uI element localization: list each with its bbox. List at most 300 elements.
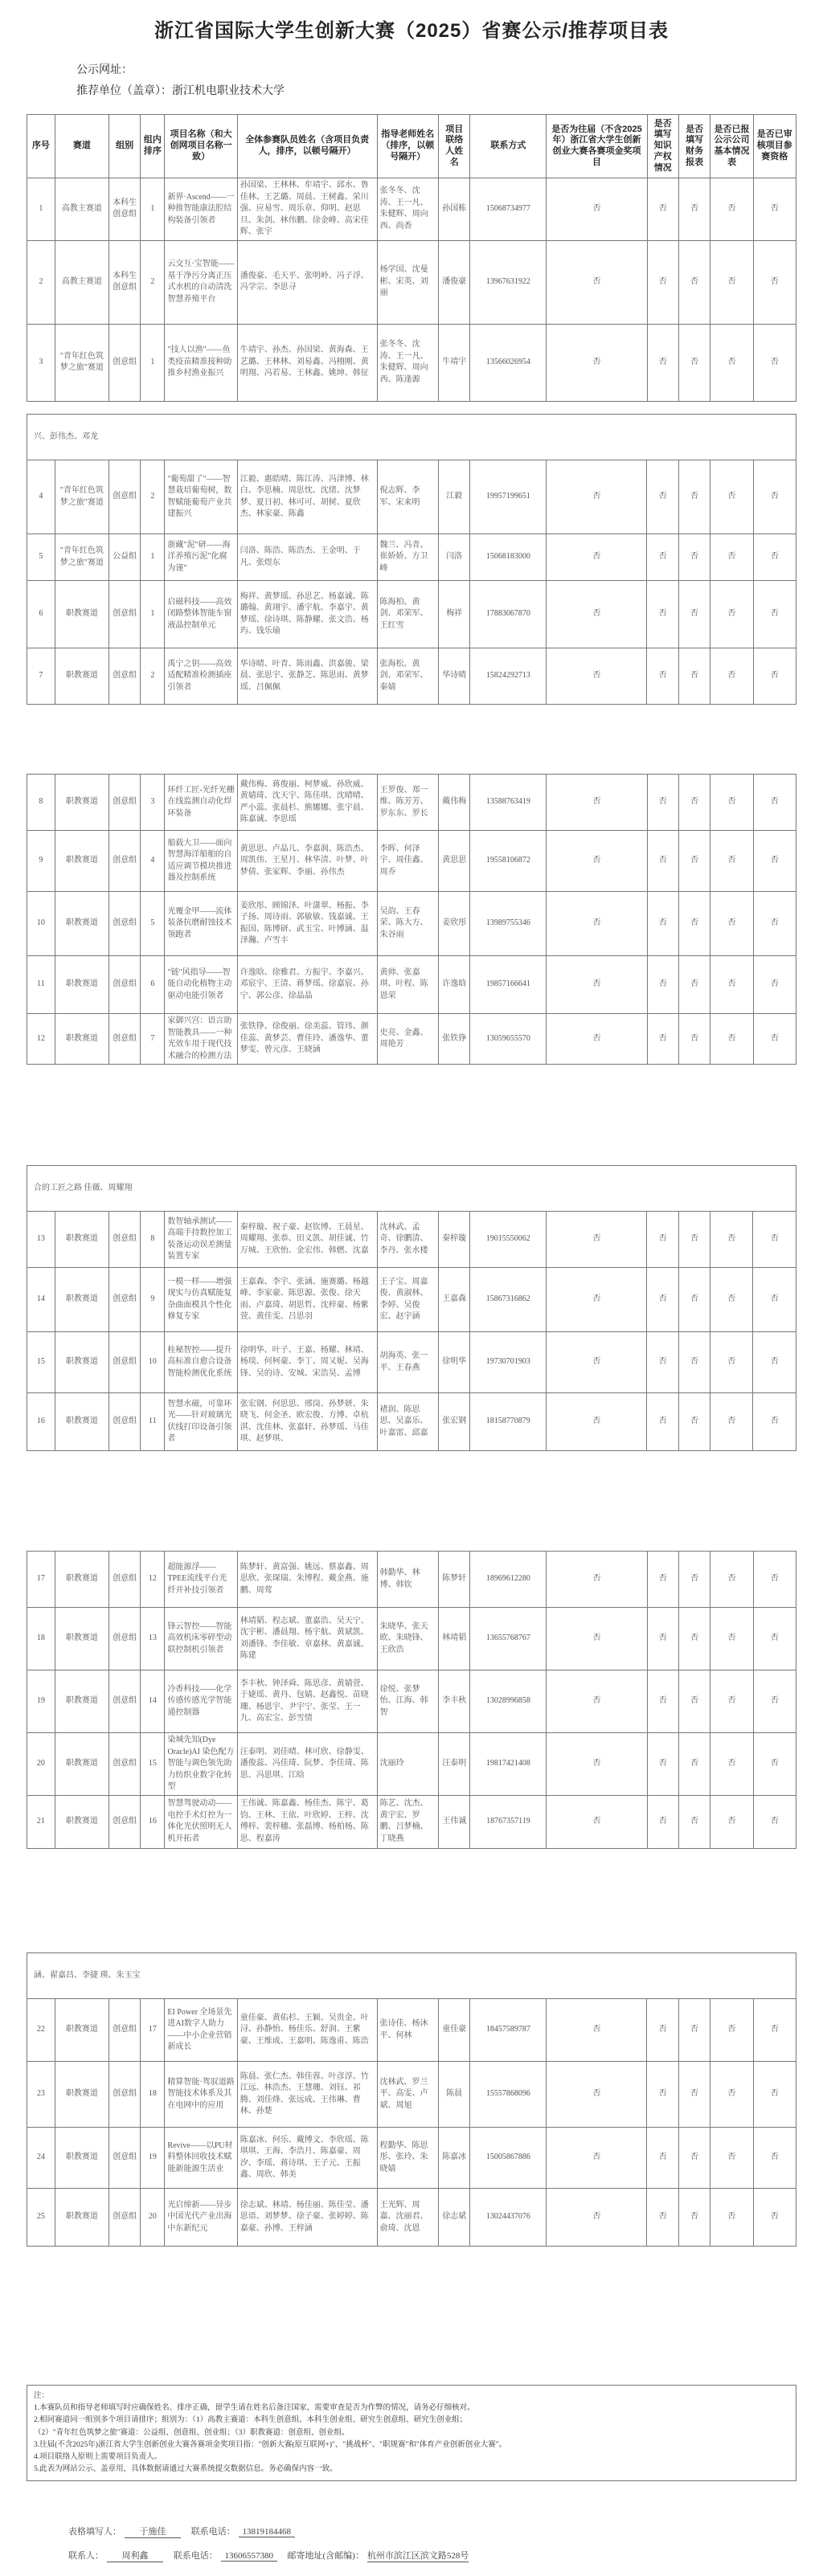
row-past-gold: 否 [547, 324, 647, 401]
continuation-row [27, 415, 796, 460]
row-phone: 13024437076 [470, 2189, 547, 2247]
column-header: 是否已审核项目参赛资格 [753, 115, 796, 178]
row-project-name: 超能源浮——TPEE流线平台光纤并补技引领者 [165, 1552, 237, 1608]
row-contact: 戴伟梅 [439, 775, 470, 831]
row-ip: 否 [647, 1393, 678, 1451]
row-company: 否 [710, 956, 753, 1014]
row-project-name: 锋云智控——智能高效机床零碎型动联控制机引领者 [165, 1608, 237, 1670]
row-ip: 否 [647, 648, 678, 705]
row-track: 职教赛道 [55, 2062, 109, 2128]
row-company: 否 [710, 1212, 753, 1268]
row-advisors: 程勤华、陈思彤、张玲、朱晓婧 [377, 2128, 438, 2189]
row-eligibility: 否 [753, 581, 796, 648]
table-row [27, 831, 796, 892]
row-order: 1 [141, 324, 165, 401]
row-track: 职教赛道 [55, 775, 109, 831]
row-advisors: 吴韵、王春荣、陈大方、朱谷雨 [377, 892, 438, 956]
row-ip: 否 [647, 1212, 678, 1268]
row-no: 10 [27, 892, 55, 956]
row-order: 16 [141, 1795, 165, 1848]
column-header: 联系方式 [470, 115, 547, 178]
row-contact: 张宏钢 [438, 1393, 469, 1451]
row-members: 陈晨、张仁杰、韩佳蓉、叶彦淳、竹江远、林浩杰、王慧珊、刘钰、祁腾、刘佳烽、张远成、王伟琳、曹林、孙楚 [237, 2062, 377, 2128]
row-members: 江毅、惠皓晴、陈江涛、冯津博、林白、李思楠、周思忱、沈绪、沈梦梦、夏日初、林可可、胡树、夏欣杰、林家豪、陈鑫 [237, 460, 377, 534]
row-advisors: 褚润、陈思思、吴嘉乐、叶嘉雷、邱嘉 [377, 1393, 438, 1451]
row-finance: 否 [678, 581, 710, 648]
row-eligibility: 否 [753, 2128, 796, 2189]
row-group: 本科生创意组 [109, 178, 140, 241]
row-contact: 陈嘉冰 [439, 2128, 470, 2189]
row-group: 公益组 [109, 534, 140, 581]
row-order: 11 [141, 1393, 165, 1451]
row-order: 1 [141, 178, 165, 241]
row-finance: 否 [678, 1733, 710, 1796]
row-members: 王嘉森、李宇、张涵、施赛璐、杨越峰、李家豪、陈思源、张俊、徐天雨、卢嘉琦、胡思哲、沈梓豪、杨紫萱、黄佳雯、吕思羽 [237, 1268, 377, 1332]
row-ip: 否 [647, 831, 678, 892]
row-members: 梅祥、黄梦瑶、孙思艺、杨嘉诚、陈璐翰、黄翊宇、潘宇航、李嘉宇、黄梦瑶、徐诗琪、陈静耀、张文浩、杨玙、钱乐瑜 [237, 581, 377, 648]
row-group: 创意组 [109, 648, 140, 705]
row-company: 否 [710, 1999, 753, 2062]
row-phone: 19857166641 [470, 956, 547, 1014]
row-order: 2 [141, 240, 165, 324]
row-past-gold: 否 [547, 1552, 647, 1608]
row-past-gold: 否 [547, 581, 647, 648]
row-project-name: 船载大卫——面向智慧海洋船舶的自适应调节模块推进器及控制系统 [165, 831, 237, 892]
row-order: 8 [141, 1212, 165, 1268]
row-finance: 否 [678, 460, 710, 534]
table-row [27, 1552, 796, 1608]
row-no: 22 [27, 1999, 55, 2062]
table-row [27, 1795, 796, 1848]
row-no: 23 [27, 2062, 55, 2128]
row-no: 7 [27, 648, 55, 705]
table-page-5 [27, 1551, 796, 1849]
row-finance: 否 [678, 1332, 710, 1393]
column-header: 组别 [109, 115, 140, 178]
row-contact: 林靖韬 [439, 1608, 470, 1670]
table-row [27, 648, 796, 705]
row-group: 创意组 [109, 1014, 140, 1065]
row-project-name: Revive——以PU材料整体回收技术赋能新能源生活业 [165, 2128, 237, 2189]
project-table [27, 1165, 796, 1451]
row-no: 15 [27, 1332, 55, 1393]
row-company: 否 [710, 1014, 753, 1065]
row-no: 4 [27, 460, 55, 534]
row-advisors: 倪志辉、李军、宋来明 [377, 460, 438, 534]
row-track: 职教赛道 [55, 1014, 109, 1065]
row-project-name: 智慧水磁，可靠环光——针对玻璃光伏线打印设备引领者 [165, 1393, 237, 1451]
table-page-3 [27, 774, 796, 1065]
row-advisors: 沈林武、孟奇、徐鹏清、李丹、张水楼 [377, 1212, 438, 1268]
project-table [27, 774, 796, 1065]
column-header: 是否为往届（不含2025年）浙江省大学生创新创业大赛各赛项金奖项目 [547, 115, 647, 178]
table-row [27, 581, 796, 648]
row-advisors: 黄帅、张嘉琪、叶程、陈恩荣 [377, 956, 438, 1014]
row-advisors: 沈丽玲 [377, 1733, 438, 1796]
row-company: 否 [710, 2189, 753, 2247]
row-no: 9 [27, 831, 55, 892]
row-project-name: 环纤工匠-光纤光栅在线监测自动化焊环装备 [165, 775, 237, 831]
row-phone: 15557868096 [470, 2062, 547, 2128]
row-finance: 否 [678, 1552, 710, 1608]
row-advisors: 朱晓华、张天欧、朱晓锋、王欣浩 [377, 1608, 438, 1670]
row-phone: 15824292713 [470, 648, 547, 705]
row-ip: 否 [647, 1268, 678, 1332]
row-eligibility: 否 [753, 2189, 796, 2247]
row-track: 职教赛道 [55, 1733, 109, 1796]
row-no: 17 [27, 1552, 55, 1608]
table-page-1 [27, 114, 796, 402]
row-finance: 否 [678, 1999, 710, 2062]
row-ip: 否 [647, 2062, 678, 2128]
row-contact: 潘俊豪 [439, 240, 470, 324]
row-eligibility: 否 [753, 324, 796, 401]
row-finance: 否 [678, 2128, 710, 2189]
row-project-name: "技人以渔"——鱼类疫苗精准接种助推乡村渔业振兴 [165, 324, 237, 401]
row-finance: 否 [678, 892, 710, 956]
row-phone: 15005867886 [470, 2128, 547, 2189]
continuation-row [27, 1953, 796, 1999]
row-track: 职教赛道 [55, 1999, 109, 2062]
row-contact: 黄思思 [439, 831, 470, 892]
contact-phone-label: 联系电话： [173, 2551, 218, 2561]
table-row [27, 956, 796, 1014]
row-phone: 15867316862 [470, 1268, 547, 1332]
continuation-row [27, 1166, 796, 1212]
table-row [27, 775, 796, 831]
row-group: 创意组 [109, 1999, 140, 2062]
row-project-name: 禹宁之钥——高效适配精准检测插座引领者 [165, 648, 237, 705]
row-eligibility: 否 [753, 1393, 796, 1451]
row-contact: 徐明华 [438, 1332, 469, 1393]
row-contact: 梅祥 [439, 581, 470, 648]
row-finance: 否 [678, 775, 710, 831]
row-members: 徐志斌、林靖、杨佳丽、陈佳莹、潘思语、刘梦梦、徐子豪、张婷婷、陈嘉豪、孙博、王梓涵 [237, 2189, 377, 2247]
row-phone: 17883067870 [470, 581, 547, 648]
row-project-name: 冷香科技——化学传感传感光学智能通控制器 [165, 1670, 237, 1733]
table-row [27, 892, 796, 956]
row-company: 否 [710, 1733, 753, 1796]
row-track: "青年红色筑梦之旅"赛道 [55, 324, 109, 401]
row-group: 创意组 [109, 1268, 140, 1332]
row-no: 2 [27, 240, 55, 324]
row-members: 黄思思、卢晶儿、李嘉润、陈浩杰、周凯伟、王星月、林华清、叶梦、叶梦倩、张家辉、李丽、孙伟杰 [237, 831, 377, 892]
row-no: 6 [27, 581, 55, 648]
row-group: 创意组 [109, 324, 140, 401]
row-order: 13 [141, 1608, 165, 1670]
row-track: 职教赛道 [55, 1552, 109, 1608]
row-past-gold: 否 [547, 956, 647, 1014]
row-advisors: 史亮、金鑫、周艳芳 [377, 1014, 438, 1065]
note-5: 5.此表为网站公示、盖章用，具体数据请通过大赛系统提交数据信息。务必确保内容一致。 [34, 2465, 338, 2474]
row-no: 16 [27, 1393, 55, 1451]
row-track: 职教赛道 [55, 1393, 109, 1451]
row-eligibility: 否 [753, 240, 796, 324]
row-finance: 否 [678, 1393, 710, 1451]
row-advisors: 李晖、何泽宇、周佳鑫、周乔 [377, 831, 438, 892]
row-group: 创意组 [109, 831, 140, 892]
table-row [27, 2189, 796, 2247]
row-track: 职教赛道 [55, 892, 109, 956]
row-phone: 13967631922 [470, 240, 547, 324]
row-eligibility: 否 [753, 1670, 796, 1733]
column-header: 项目联络人姓名 [439, 115, 470, 178]
column-header: 指导老师姓名（排序，以顿号隔开） [377, 115, 438, 178]
row-company: 否 [710, 1795, 753, 1848]
row-advisors: 王光辉、周嘉、沈丽君、俞琦、沈恩 [377, 2189, 438, 2247]
row-order: 10 [141, 1332, 165, 1393]
row-company: 否 [710, 1268, 753, 1332]
row-group: 创意组 [109, 1608, 140, 1670]
column-header: 是否填写知识产权情况 [647, 115, 678, 178]
row-no: 20 [27, 1733, 55, 1796]
note-2: 2.相同赛道同一组别多个项目请排序；组别为：（1）高教主赛道：本科生创意组、本科生创业组、研究生创意组、研究生创业组； [34, 2416, 468, 2425]
column-header: 全体参赛队员姓名（含项目负责人，排序，以顿号隔开） [237, 115, 377, 178]
row-track: 职教赛道 [55, 831, 109, 892]
row-project-name: "葡萄甜了"——智慧栽培葡萄树，数智赋能葡萄产业共建振兴 [165, 460, 237, 534]
row-group: 创意组 [109, 775, 140, 831]
row-no: 1 [27, 178, 55, 241]
row-project-name: 启磁科技——高效闭路整体智能车窗液晶控制单元 [165, 581, 237, 648]
row-track: 职教赛道 [55, 581, 109, 648]
row-advisors: 胡海英、张一平、王春燕 [377, 1332, 438, 1393]
row-ip: 否 [647, 775, 678, 831]
row-group: 创意组 [109, 1552, 140, 1608]
row-track: 职教赛道 [55, 2189, 109, 2247]
row-past-gold: 否 [547, 2189, 647, 2247]
row-track: "青年红色筑梦之旅"赛道 [55, 534, 109, 581]
filler-label: 表格填写人： [68, 2527, 121, 2537]
column-header: 项目名称（和大创网项目名称一致） [165, 115, 237, 178]
row-group: 创意组 [109, 581, 140, 648]
row-track: 职教赛道 [55, 2128, 109, 2189]
row-phone: 19558106872 [470, 831, 547, 892]
row-advisors: 魏兰、冯青、崔娇娇、方卫峰 [377, 534, 438, 581]
row-finance: 否 [678, 178, 710, 241]
row-track: 职教赛道 [55, 1608, 109, 1670]
row-no: 19 [27, 1670, 55, 1733]
row-ip: 否 [647, 178, 678, 241]
row-group: 创意组 [109, 892, 140, 956]
row-group: 创意组 [109, 1670, 140, 1733]
row-ip: 否 [647, 956, 678, 1014]
row-eligibility: 否 [753, 1014, 796, 1065]
row-advisors: 陈艺、沈杰、黄宇宏、罗鹏、吕梦楠、丁晓燕 [377, 1795, 438, 1848]
row-members: 牛靖宇、孙杰、孙国梁、黄海森、王艺璐、王林林、刘易鑫、冯栩刚、黄明翔、冯若易、王林鑫、姚坤、韩征 [237, 324, 377, 401]
row-order: 3 [141, 775, 165, 831]
continuation-text: 涵、翟嘉昌、李捷 瑛、朱玉宝 [27, 1953, 796, 1999]
table-row [27, 1670, 796, 1733]
row-eligibility: 否 [753, 1268, 796, 1332]
row-contact: 闫洛 [439, 534, 470, 581]
continuation-text: 兴、彭伟杰、邓龙 [27, 415, 796, 460]
row-contact: 牛靖宇 [439, 324, 470, 401]
row-members: 李丰秋、钟泽舜、陈思彦、黄婧萱、于婕瑶、黄丹、包婧、赵鑫悦、苗晓珊、杨恩宇、尹宇宁、张莹、王一九、高宏宝、彭雪情 [237, 1670, 377, 1733]
row-contact: 王嘉森 [438, 1268, 469, 1332]
row-eligibility: 否 [753, 648, 796, 705]
row-phone: 13059655570 [470, 1014, 547, 1065]
column-header: 是否已报公示公司基本情况表 [710, 115, 753, 178]
row-project-name: 一模一样——增强现实与仿真赋能复杂曲面模具个性化修复专家 [165, 1268, 237, 1332]
column-header: 序号 [27, 115, 55, 178]
row-members: 汪泰明、刘佳晴、林可欣、徐静雯、潘俊蕊、冯佳琦、阮梦、李佳琦、陈思、冯思琪、江晗 [237, 1733, 377, 1796]
table-row [27, 324, 796, 401]
row-advisors: 杨学国、沈曼彬、宋英、刘丽 [377, 240, 438, 324]
row-track: 职教赛道 [55, 1795, 109, 1848]
row-past-gold: 否 [547, 1332, 647, 1393]
table-row [27, 178, 796, 241]
row-order: 1 [141, 581, 165, 648]
row-contact: 姜欣彤 [439, 892, 470, 956]
contact-name: 周利鑫 [107, 2549, 163, 2562]
row-group: 本科生创意组 [109, 240, 140, 324]
row-no: 14 [27, 1268, 55, 1332]
row-finance: 否 [678, 648, 710, 705]
row-no: 12 [27, 1014, 55, 1065]
row-company: 否 [710, 460, 753, 534]
filler-phone-label: 联系电话： [190, 2527, 235, 2537]
row-members: 孙国梁、王林林、牟靖宇、邱水、鲁佳林、王艺璐、周晨、王树鑫、荣川强、应易雪、周乐章、仰明、赵思旦、朱剑、林伟鹏、徐金峰、高宋佳辉、张宇 [237, 178, 377, 241]
row-eligibility: 否 [753, 1733, 796, 1796]
row-finance: 否 [678, 1014, 710, 1065]
row-ip: 否 [647, 1608, 678, 1670]
row-ip: 否 [647, 534, 678, 581]
row-group: 创意组 [109, 956, 140, 1014]
row-members: 姜欣彤、顾锦泽、叶潇翠、杨振、李子扬、周诗雨、郭敏敏、钱嘉诚、王振国、陈博研、武玉宝、叶博涵、温泽瀚、卢雪丰 [237, 892, 377, 956]
project-table [27, 114, 796, 402]
table-row [27, 460, 796, 534]
row-contact: 汪泰明 [439, 1733, 470, 1796]
table-row [27, 240, 796, 324]
row-phone: 15068183000 [470, 534, 547, 581]
row-advisors: 沈林武、罗兰平、高雯、卢斌、周旭 [377, 2062, 438, 2128]
row-project-name: "链"风指导——智能自动化植物主动驱动电能引领者 [165, 956, 237, 1014]
row-past-gold: 否 [547, 831, 647, 892]
row-finance: 否 [678, 2062, 710, 2128]
note-2b: （2）"青年红色筑梦之旅"赛道：公益组、创意组、创业组；（3）职教赛道：创意组、创业组。 [34, 2428, 350, 2437]
row-order: 19 [141, 2128, 165, 2189]
row-order: 1 [141, 534, 165, 581]
row-track: 职教赛道 [55, 1212, 109, 1268]
row-company: 否 [710, 1670, 753, 1733]
row-ip: 否 [647, 324, 678, 401]
row-members: 童佳豪、黄佑杉、王颖、吴贵金、叶浔、孙静怡、杨佳乐、舒润、王紫豪、王维成、王嘉明、陈逸甫、陈浩 [237, 1999, 377, 2062]
row-order: 14 [141, 1670, 165, 1733]
row-no: 13 [27, 1212, 55, 1268]
row-project-name: 云交互·宝智能——基于净污分离正压式水机的自动清洗智慧养殖平台 [165, 240, 237, 324]
row-no: 8 [27, 775, 55, 831]
row-order: 6 [141, 956, 165, 1014]
row-group: 创意组 [109, 2128, 140, 2189]
row-order: 20 [141, 2189, 165, 2247]
row-past-gold: 否 [547, 775, 647, 831]
row-project-name: 桂秘智控——提升高标准自愈合设备智能检测优化系统 [165, 1332, 237, 1393]
row-project-name: 光覆金甲——流体装备抗磨耐蚀技术领跑者 [165, 892, 237, 956]
row-ip: 否 [647, 1332, 678, 1393]
row-contact: 陈晨 [439, 2062, 470, 2128]
row-advisors: 韩勤华、林博、韩钦 [377, 1552, 438, 1608]
row-phone: 13566026954 [470, 324, 547, 401]
row-finance: 否 [678, 1268, 710, 1332]
row-advisors: 张冬冬、沈涛、王一凡、朱健辉、周向西、陈逢源 [377, 324, 438, 401]
page-title: 浙江省国际大学生创新大赛（2025）省赛公示/推荐项目表 [154, 20, 669, 42]
note-4: 4.项目联络人原则上需要项目负责人。 [34, 2452, 162, 2461]
row-group: 创意组 [109, 1332, 140, 1393]
table-row [27, 1212, 796, 1268]
row-phone: 19730701903 [470, 1332, 547, 1393]
row-order: 15 [141, 1733, 165, 1796]
filler-phone: 13819184468 [239, 2527, 295, 2537]
row-contact: 王伟诚 [439, 1795, 470, 1848]
row-no: 5 [27, 534, 55, 581]
row-past-gold: 否 [547, 648, 647, 705]
recommender-unit: 推荐单位（盖章）：浙江机电职业技术大学 [76, 84, 285, 96]
row-company: 否 [710, 240, 753, 324]
row-group: 创意组 [109, 1733, 140, 1796]
row-eligibility: 否 [753, 831, 796, 892]
row-group: 创意组 [109, 2062, 140, 2128]
row-company: 否 [710, 324, 753, 401]
row-project-name: 浙藏"泥"研——海洋养殖污泥"化腐为谨" [165, 534, 237, 581]
note-3: 3.往届(不含2025年)浙江省大学生创新创业大赛各赛项金奖项目指："创新大赛(原互联网+)"、"挑战杯"、"职规赛"和"体育产业创新创业大赛"。 [34, 2440, 507, 2449]
row-project-name: EI Power 全场景先进AI数字人助力——中小企业营销新成长 [165, 1999, 237, 2062]
row-company: 否 [710, 534, 753, 581]
row-advisors: 王子宝、周嘉俊、黄淑林、李婷、吴俊宏、赵宇涵 [377, 1268, 438, 1332]
row-company: 否 [710, 2062, 753, 2128]
row-group: 创意组 [109, 1795, 140, 1848]
row-order: 18 [141, 2062, 165, 2128]
row-contact: 李丰秋 [439, 1670, 470, 1733]
row-track: 职教赛道 [55, 1332, 109, 1393]
row-contact: 张铁铮 [439, 1014, 470, 1065]
row-order: 2 [141, 460, 165, 534]
row-advisors: 张诗佳、杨沐平、何林 [377, 1999, 438, 2062]
footer-contact [68, 2549, 477, 2562]
contact-phone: 13606557380 [221, 2551, 277, 2562]
mail-label: 邮寄地址(含邮编)： [287, 2551, 364, 2561]
footer-filler [68, 2525, 303, 2538]
row-finance: 否 [678, 831, 710, 892]
row-ip: 否 [647, 460, 678, 534]
row-members: 华诗晴、叶青、陈雨鑫、洪嘉骏、梁晨、张思宇、张静芝、陈思雨、黄梦瑶、吕佩佩 [237, 648, 377, 705]
row-group: 创意组 [109, 1393, 140, 1451]
row-eligibility: 否 [753, 1212, 796, 1268]
row-eligibility: 否 [753, 1608, 796, 1670]
row-track: 职教赛道 [55, 956, 109, 1014]
row-contact: 童佳豪 [439, 1999, 470, 2062]
row-phone: 18457589787 [470, 1999, 547, 2062]
row-members: 徐明华、叶子、王嘉、杨耀、林靖、杨琰、何柯豪、李丁、周又妮、吴海锋、吴的诗、安城、宋浩昊、孟博 [237, 1332, 377, 1393]
row-track: 职教赛道 [55, 648, 109, 705]
row-phone: 13588763419 [470, 775, 547, 831]
row-order: 12 [141, 1552, 165, 1608]
row-past-gold: 否 [547, 534, 647, 581]
row-finance: 否 [678, 956, 710, 1014]
row-phone: 19015550062 [470, 1212, 547, 1268]
row-members: 林靖韬、程志斌、董嘉浩、吴天宁、沈宇彬、潘晨翔、杨宇航、黄斌凯、刘潘锋、李佳敏、章嘉林、黄嘉诚、陈建 [237, 1608, 377, 1670]
table-row [27, 1268, 796, 1332]
row-ip: 否 [647, 1795, 678, 1848]
row-project-name: 光启缔新——异步中国光代产业出海中东新纪元 [165, 2189, 237, 2247]
table-row [27, 1393, 796, 1451]
row-eligibility: 否 [753, 178, 796, 241]
row-eligibility: 否 [753, 1332, 796, 1393]
column-header: 组内排序 [141, 115, 165, 178]
notes-title: 注： [34, 2392, 50, 2400]
row-order: 2 [141, 648, 165, 705]
row-eligibility: 否 [753, 1552, 796, 1608]
table-row [27, 1014, 796, 1065]
